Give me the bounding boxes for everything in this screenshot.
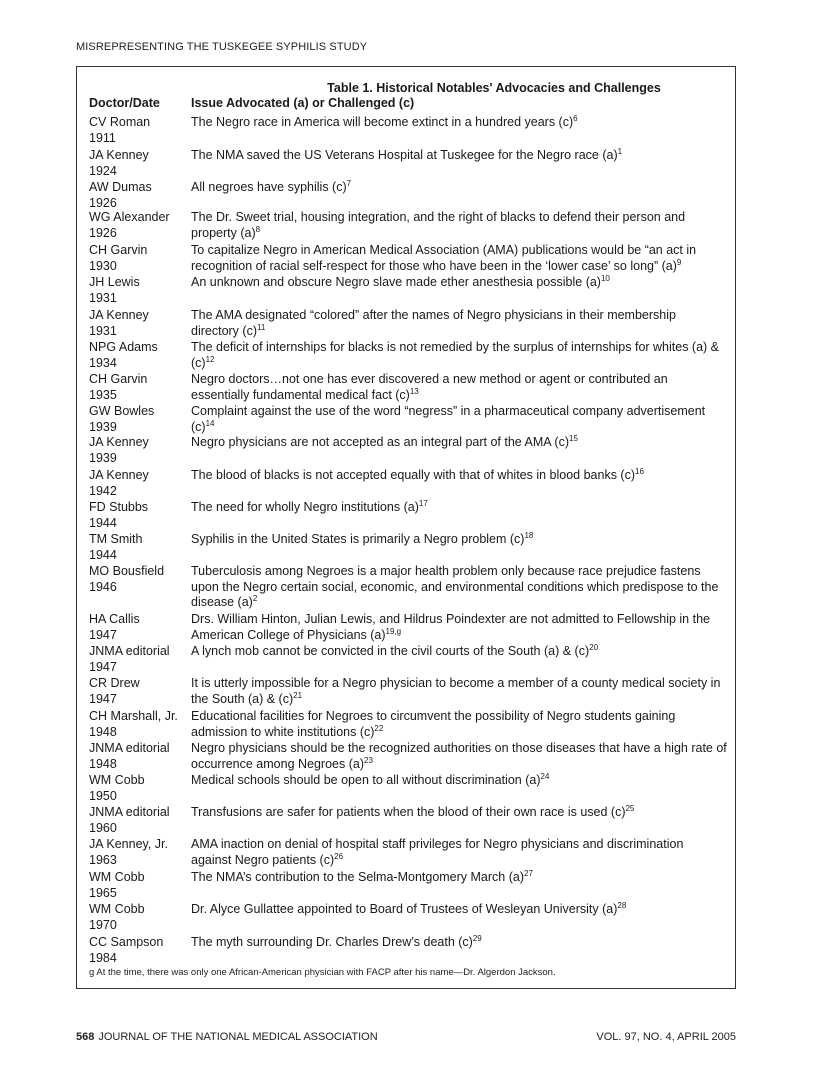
table-1 <box>76 66 736 989</box>
issue-text: Negro doctors…not one has ever discovered a new method or agent or contributed an essentially fundamental medical fact (c) <box>191 372 668 402</box>
issue-text: The AMA designated “colored” after the names of Negro physicians in their membership directory (c) <box>191 308 676 338</box>
issue-text: An unknown and obscure Negro slave made ether anesthesia possible (a) <box>191 275 601 289</box>
footer-volume: VOL. 97, NO. 4, APRIL 2005 <box>596 1031 736 1043</box>
reference-superscript: 7 <box>346 178 352 188</box>
issue-text: It is utterly impossible for a Negro physician to become a member of a county medical society in the South (a) & (c) <box>191 676 721 706</box>
doctor-cell <box>89 115 189 146</box>
reference-superscript: 27 <box>524 868 533 878</box>
doctor-year: 1911 <box>89 130 116 145</box>
reference-superscript: 18 <box>524 530 534 540</box>
doctor-name: FD Stubbs <box>89 500 149 514</box>
issue-cell <box>191 564 727 611</box>
issue-text: To capitalize Negro in American Medical Association (AMA) publications would be “an act in recognition of racial self-respect for those who have been in the ‘lower case’ so long” (a) <box>191 243 697 273</box>
issue-text: Syphilis in the United States is primarily a Negro problem (c) <box>191 532 525 546</box>
reference-superscript: 14 <box>205 418 215 428</box>
issue-text: Drs. William Hinton, Julian Lewis, and Hildrus Poindexter are not admitted to Fellowship in the American College of Physicians (a) <box>191 612 710 642</box>
doctor-name: WG Alexander <box>89 210 170 224</box>
doctor-name: WM Cobb <box>89 870 145 884</box>
doctor-cell <box>89 148 189 179</box>
issue-text: Negro physicians are not accepted as an integral part of the AMA (c) <box>191 435 569 449</box>
doctor-name: CR Drew <box>89 676 140 690</box>
issue-cell <box>191 115 727 131</box>
issue-cell <box>191 243 727 274</box>
doctor-cell <box>89 935 189 966</box>
doctor-cell <box>89 870 189 901</box>
page-number: 568 <box>76 1031 95 1043</box>
reference-superscript: 21 <box>293 690 303 700</box>
issue-text: A lynch mob cannot be convicted in the civil courts of the South (a) & (c) <box>191 644 590 658</box>
doctor-name: NPG Adams <box>89 340 158 354</box>
reference-superscript: 15 <box>569 433 578 443</box>
doctor-cell <box>89 340 189 371</box>
footer-journal <box>76 1031 378 1043</box>
doctor-name: MO Bousfield <box>89 564 165 578</box>
issue-text: Medical schools should be open to all without discrimination (a) <box>191 773 541 787</box>
doctor-name: JA Kenney <box>89 435 149 449</box>
doctor-cell <box>89 709 189 740</box>
column-header-issue: Issue Advocated (a) or Challenged (c) <box>191 96 415 110</box>
doctor-cell <box>89 435 189 466</box>
issue-cell <box>191 935 727 951</box>
doctor-name: CH Garvin <box>89 243 148 257</box>
issue-cell <box>191 275 727 291</box>
column-header-doctor: Doctor/Date <box>89 96 160 110</box>
doctor-cell <box>89 468 189 499</box>
issue-text: All negroes have syphilis (c) <box>191 180 347 194</box>
issue-cell <box>191 612 727 643</box>
issue-text: Tuberculosis among Negroes is a major health problem only because race prejudice fastens upon the Negro certain social, economic, and environmental conditions which predispose to the disease (a) <box>191 564 719 609</box>
doctor-year: 1924 <box>89 163 117 178</box>
issue-cell <box>191 805 727 821</box>
doctor-name: JH Lewis <box>89 275 140 289</box>
issue-cell <box>191 210 727 241</box>
reference-superscript: 8 <box>255 224 261 234</box>
issue-cell <box>191 435 727 451</box>
issue-cell <box>191 709 727 740</box>
doctor-year: 1944 <box>89 547 117 562</box>
doctor-name: JA Kenney, Jr. <box>89 837 168 851</box>
doctor-cell <box>89 837 189 868</box>
doctor-cell <box>89 902 189 933</box>
doctor-cell <box>89 243 189 274</box>
issue-cell <box>191 500 727 516</box>
table-footnote: g At the time, there was only one African-American physician with FACP after his name—Dr. Algerdon Jackson. <box>89 967 556 978</box>
doctor-cell <box>89 805 189 836</box>
doctor-cell <box>89 372 189 403</box>
reference-superscript: 1 <box>617 146 623 156</box>
doctor-year: 1947 <box>89 627 117 642</box>
issue-cell <box>191 404 727 435</box>
doctor-cell <box>89 275 189 306</box>
doctor-year: 1965 <box>89 885 117 900</box>
reference-superscript: 29 <box>472 933 482 943</box>
doctor-year: 1926 <box>89 195 117 210</box>
doctor-name: AW Dumas <box>89 180 152 194</box>
reference-superscript: 23 <box>364 755 373 765</box>
issue-cell <box>191 870 727 886</box>
reference-superscript: 13 <box>409 386 419 396</box>
issue-cell <box>191 372 727 403</box>
doctor-name: JA Kenney <box>89 308 149 322</box>
doctor-year: 1948 <box>89 756 117 771</box>
issue-text: Complaint against the use of the word “negress” in a pharmaceutical company advertisement (c) <box>191 404 706 434</box>
issue-text: The blood of blacks is not accepted equally with that of whites in blood banks (c) <box>191 468 636 482</box>
doctor-year: 1935 <box>89 387 117 402</box>
doctor-name: JNMA editorial <box>89 644 170 658</box>
doctor-name: JNMA editorial <box>89 805 170 819</box>
issue-cell <box>191 308 727 339</box>
journal-name: JOURNAL OF THE NATIONAL MEDICAL ASSOCIATION <box>98 1031 378 1043</box>
reference-superscript: 12 <box>205 354 215 364</box>
doctor-year: 1970 <box>89 917 117 932</box>
doctor-name: TM Smith <box>89 532 143 546</box>
doctor-name: JNMA editorial <box>89 741 170 755</box>
reference-superscript: 10 <box>600 273 610 283</box>
reference-superscript: 20 <box>589 642 599 652</box>
reference-superscript: 16 <box>635 466 644 476</box>
issue-cell <box>191 468 727 484</box>
issue-cell <box>191 741 727 772</box>
doctor-year: 1942 <box>89 483 117 498</box>
issue-cell <box>191 340 727 371</box>
doctor-cell <box>89 404 189 435</box>
doctor-year: 1960 <box>89 820 117 835</box>
running-head: MISREPRESENTING THE TUSKEGEE SYPHILIS STUDY <box>76 41 368 53</box>
doctor-year: 1984 <box>89 950 117 965</box>
doctor-cell <box>89 564 189 595</box>
doctor-year: 1931 <box>89 323 117 338</box>
issue-text: Transfusions are safer for patients when the blood of their own race is used (c) <box>191 805 626 819</box>
doctor-year: 1947 <box>89 659 117 674</box>
reference-superscript: 6 <box>573 113 578 123</box>
doctor-year: 1934 <box>89 355 117 370</box>
issue-cell <box>191 676 727 707</box>
doctor-cell <box>89 741 189 772</box>
issue-cell <box>191 644 727 660</box>
reference-superscript: 9 <box>676 257 682 267</box>
issue-text: AMA inaction on denial of hospital staff privileges for Negro physicians and discrimination against Negro patients (c) <box>191 837 684 867</box>
reference-superscript: 28 <box>617 900 627 910</box>
doctor-year: 1930 <box>89 258 117 273</box>
issue-text: Educational facilities for Negroes to circumvent the possibility of Negro students gaining admission to white institutions (c) <box>191 709 676 739</box>
issue-cell <box>191 148 727 164</box>
doctor-year: 1931 <box>89 290 117 305</box>
table-title: Table 1. Historical Notables' Advocacies and Challenges <box>327 81 661 95</box>
issue-text: Dr. Alyce Gullattee appointed to Board of Trustees of Wesleyan University (a) <box>191 902 618 916</box>
doctor-year: 1963 <box>89 852 117 867</box>
doctor-year: 1939 <box>89 450 117 465</box>
reference-superscript: 17 <box>418 498 428 508</box>
issue-text: The myth surrounding Dr. Charles Drew’s death (c) <box>191 935 473 949</box>
doctor-cell <box>89 180 189 211</box>
doctor-cell <box>89 500 189 531</box>
doctor-name: WM Cobb <box>89 902 145 916</box>
reference-superscript: 26 <box>334 851 344 861</box>
issue-cell <box>191 902 727 918</box>
doctor-name: GW Bowles <box>89 404 155 418</box>
reference-superscript: 25 <box>625 803 635 813</box>
doctor-name: HA Callis <box>89 612 140 626</box>
reference-superscript: 24 <box>540 771 550 781</box>
doctor-year: 1944 <box>89 515 117 530</box>
reference-superscript: 19,g <box>385 626 402 636</box>
issue-text: The NMA’s contribution to the Selma-Montgomery March (a) <box>191 870 524 884</box>
doctor-year: 1946 <box>89 579 117 594</box>
doctor-cell <box>89 644 189 675</box>
doctor-cell <box>89 210 189 241</box>
doctor-cell <box>89 676 189 707</box>
doctor-year: 1948 <box>89 724 117 739</box>
doctor-name: JA Kenney <box>89 468 149 482</box>
issue-text: The Dr. Sweet trial, housing integration, and the right of blacks to defend their person and property (a) <box>191 210 686 240</box>
issue-cell <box>191 837 727 868</box>
doctor-name: JA Kenney <box>89 148 149 162</box>
issue-cell <box>191 532 727 548</box>
doctor-name: CV Roman <box>89 115 151 129</box>
doctor-year: 1950 <box>89 788 117 803</box>
doctor-year: 1947 <box>89 691 117 706</box>
issue-text: Negro physicians should be the recognized authorities on those diseases that have a high rate of occurrence among Negroes (a) <box>191 741 727 771</box>
doctor-cell <box>89 532 189 563</box>
doctor-name: CH Garvin <box>89 372 148 386</box>
doctor-name: CH Marshall, Jr. <box>89 709 178 723</box>
reference-superscript: 2 <box>252 593 258 603</box>
doctor-year: 1939 <box>89 419 117 434</box>
issue-cell <box>191 773 727 789</box>
doctor-name: CC Sampson <box>89 935 164 949</box>
doctor-cell <box>89 612 189 643</box>
issue-text: The NMA saved the US Veterans Hospital at Tuskegee for the Negro race (a) <box>191 148 618 162</box>
issue-text: The Negro race in America will become extinct in a hundred years (c) <box>191 115 574 129</box>
issue-cell <box>191 180 727 196</box>
doctor-name: WM Cobb <box>89 773 145 787</box>
reference-superscript: 22 <box>374 723 384 733</box>
issue-text: The need for wholly Negro institutions (a) <box>191 500 419 514</box>
reference-superscript: 11 <box>256 322 266 332</box>
doctor-year: 1926 <box>89 225 117 240</box>
issue-text: The deficit of internships for blacks is not remedied by the surplus of internships for whites (a) & (c) <box>191 340 720 370</box>
doctor-cell <box>89 308 189 339</box>
doctor-cell <box>89 773 189 804</box>
